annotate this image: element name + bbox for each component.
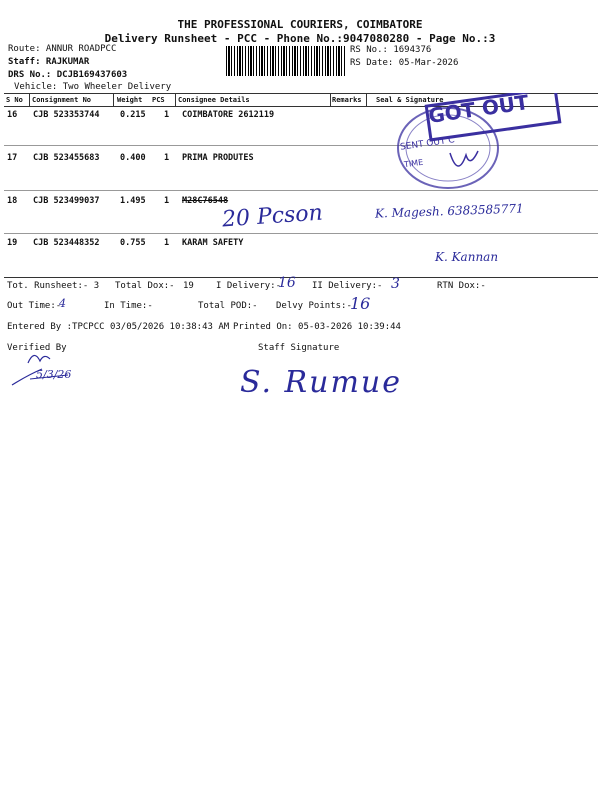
out-time-label: Out Time:- bbox=[7, 301, 62, 311]
cell-sno: 18 bbox=[7, 196, 18, 206]
total-dox-label: Total Dox:- bbox=[115, 281, 175, 291]
handwritten-ii-delivery: 3 bbox=[391, 276, 400, 292]
cell-weight: 0.400 bbox=[120, 153, 146, 163]
col-divider bbox=[366, 93, 367, 106]
entered-by: Entered By :TPCPCC 03/05/2026 10:38:43 AM bbox=[7, 322, 230, 332]
drs-number: DRS No.: DCJB169437603 bbox=[8, 70, 128, 80]
rtn-dox-label: RTN Dox:- bbox=[437, 281, 486, 291]
col-header-consignee: Consignee Details bbox=[178, 96, 250, 104]
handwritten-receiver-signature: K. Kannan bbox=[435, 250, 499, 264]
handwritten-note: 20 Pcson bbox=[221, 200, 324, 233]
barcode-image bbox=[226, 46, 346, 76]
cell-consignment: CJB 523353744 bbox=[33, 110, 100, 120]
col-divider bbox=[113, 93, 114, 106]
cell-consignee: COIMBATORE 2612119 bbox=[182, 110, 275, 120]
in-time-label: In Time:- bbox=[104, 301, 153, 311]
verified-by-label: Verified By bbox=[7, 343, 67, 353]
col-header-remarks: Remarks bbox=[332, 96, 362, 104]
cell-consignee: PRIMA PRODUTES bbox=[182, 153, 254, 163]
row-divider bbox=[4, 233, 598, 234]
vehicle-label: Vehicle: Two Wheeler Delivery bbox=[14, 82, 172, 92]
stamp-line-2: SENT OUT C bbox=[399, 135, 456, 153]
handwritten-verified-date: 5/3/26 bbox=[36, 368, 72, 381]
cell-sno: 16 bbox=[7, 110, 18, 120]
stamp-main-text: GOT OUT bbox=[426, 90, 531, 128]
printed-on: Printed On: 05-03-2026 10:39:44 bbox=[233, 322, 401, 332]
stamp-line-3: TIME bbox=[403, 157, 424, 170]
cell-consignee: M28C76548 bbox=[182, 196, 229, 206]
cell-consignment: CJB 523499037 bbox=[33, 196, 100, 206]
table-bottom-rule bbox=[4, 277, 598, 278]
col-divider bbox=[330, 93, 331, 106]
sent-out-stamp bbox=[388, 90, 568, 193]
col-header-sno: S No bbox=[6, 96, 23, 104]
handwritten-receiver-signature: K. Magesh. 6383585771 bbox=[374, 201, 524, 221]
route-label: Route: ANNUR ROADPCC bbox=[8, 44, 117, 54]
document-subtitle: Delivery Runsheet - PCC - Phone No.:9047080280 - Page No.:3 bbox=[104, 32, 496, 45]
staff-signature-label: Staff Signature bbox=[258, 343, 340, 353]
cell-weight: 0.755 bbox=[120, 238, 146, 248]
col-divider bbox=[175, 93, 176, 106]
handwritten-delivery-points: 16 bbox=[350, 294, 371, 313]
cell-pcs: 1 bbox=[164, 110, 170, 120]
cell-weight: 1.495 bbox=[120, 196, 146, 206]
rs-number: RS No.: 1694376 bbox=[350, 45, 432, 55]
col-header-seal: Seal & Signature bbox=[376, 96, 444, 104]
document-title: THE PROFESSIONAL COURIERS, COIMBATORE bbox=[177, 18, 423, 31]
cell-sno: 17 bbox=[7, 153, 18, 163]
cell-pcs: 1 bbox=[164, 153, 170, 163]
col-header-weight: Weight bbox=[117, 96, 143, 104]
rs-date: RS Date: 05-Mar-2026 bbox=[350, 58, 459, 68]
total-pod-label: Total POD:- bbox=[198, 301, 258, 311]
col-header-pcs: PCS bbox=[152, 96, 165, 104]
cell-consignment: CJB 523455683 bbox=[33, 153, 100, 163]
cell-sno: 19 bbox=[7, 238, 18, 248]
ii-delivery-label: II Delivery:- bbox=[312, 281, 383, 291]
handwritten-out-time: 4 bbox=[59, 297, 66, 310]
cell-consignee: KARAM SAFETY bbox=[182, 238, 244, 248]
total-runsheet: Tot. Runsheet:- 3 bbox=[7, 281, 100, 291]
i-delivery-label: I Delivery:- bbox=[216, 281, 282, 291]
handwritten-i-delivery: 16 bbox=[278, 275, 296, 291]
col-divider bbox=[29, 93, 30, 106]
cell-pcs: 1 bbox=[164, 238, 170, 248]
col-header-consignment: Consignment No bbox=[32, 96, 92, 104]
staff-signature: S. Rumue bbox=[240, 365, 402, 400]
cell-weight: 0.215 bbox=[120, 110, 146, 120]
total-dox-value: 19 bbox=[183, 281, 194, 291]
delvy-points-label: Delvy Points:- bbox=[276, 301, 352, 311]
cell-pcs: 1 bbox=[164, 196, 170, 206]
cell-consignment: CJB 523448352 bbox=[33, 238, 100, 248]
staff-label: Staff: RAJKUMAR bbox=[8, 57, 90, 67]
